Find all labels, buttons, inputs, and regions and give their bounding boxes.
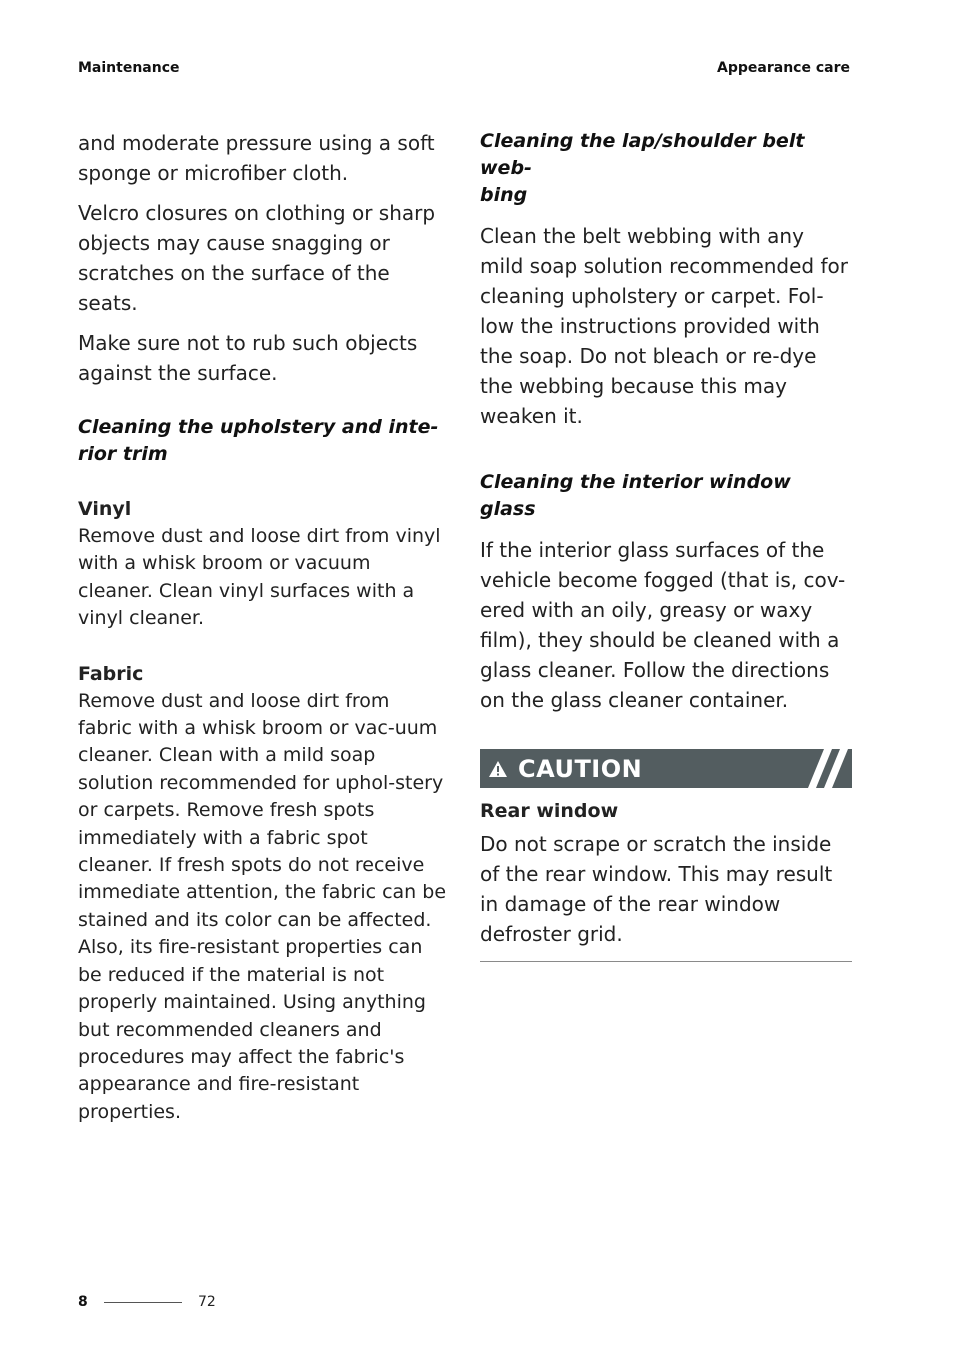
paragraph-glass: If the interior glass surfaces of the vehicle become fogged (that is, cov-ered with an oily, greasy or waxy film), they should be cleaned with a glass cleaner. Follow the directions on the glass cleaner container. — [480, 538, 846, 712]
left-column — [78, 128, 448, 1126]
caution-end-rule — [480, 961, 852, 962]
heading-belt-line1: Cleaning the lap/shoulder belt web- — [480, 130, 805, 179]
fabric-text: Remove dust and loose dirt from fabric with a whisk broom or vac-uum cleaner. Clean with a mild soap solution recommended for uphol-stery or carpets. Remove fresh spots immediately with a fabric spot cleaner. If fresh spots do not receive immediate attention, the fabric can be stained and its color can be affected. Also, its fire-resistant properties can be reduced if the material is not properly maintained. Using anything but recommended cleaners and procedures may affect the fabric's appearance and fire-resistant properties. — [78, 689, 447, 1123]
paragraph-velcro: Velcro closures on clothing or sharp objects may cause snagging or scratches on the surface of the seats. — [78, 201, 436, 315]
caution-slashes-icon — [798, 749, 852, 788]
page-footer — [78, 1294, 216, 1310]
caution-banner — [480, 749, 852, 788]
paragraph-belt: Clean the belt webbing with any mild soap solution recommended for cleaning upholstery or carpet. Fol-low the instructions provided with the soap. Do not bleach or re-dye the webbing because this may weaken it. — [480, 224, 848, 428]
caution-label: CAUTION — [518, 754, 643, 783]
heading-belt-line2: bing — [480, 184, 528, 206]
heading-window-glass: Cleaning the interior window glass — [480, 471, 791, 520]
warning-triangle-icon — [488, 759, 508, 779]
running-header-section: Maintenance — [78, 60, 180, 76]
chapter-number: 8 — [78, 1294, 88, 1310]
vinyl-text: Remove dust and loose dirt from vinyl with a whisk broom or vacuum cleaner. Clean vinyl surfaces with a vinyl cleaner. — [78, 525, 441, 630]
paragraph-sponge: and moderate pressure using a soft sponge or microfiber cloth. — [78, 131, 435, 185]
right-column — [480, 128, 852, 962]
caution-title: Rear window — [480, 800, 619, 822]
heading-upholstery-line1: Cleaning the upholstery and inte- — [78, 416, 439, 438]
heading-upholstery-line2: rior trim — [78, 443, 168, 465]
fabric-title: Fabric — [78, 662, 144, 685]
caution-text: Do not scrape or scratch the inside of the rear window. This may result in damage of the rear window defroster grid. — [480, 832, 833, 946]
heading-belt — [480, 128, 852, 209]
footer-divider — [104, 1302, 182, 1303]
heading-upholstery — [78, 414, 448, 468]
vinyl-title: Vinyl — [78, 498, 132, 520]
page-number: 72 — [198, 1294, 216, 1310]
paragraph-rub: Make sure not to rub such objects against the surface. — [78, 331, 418, 385]
running-header-topic: Appearance care — [717, 60, 850, 76]
